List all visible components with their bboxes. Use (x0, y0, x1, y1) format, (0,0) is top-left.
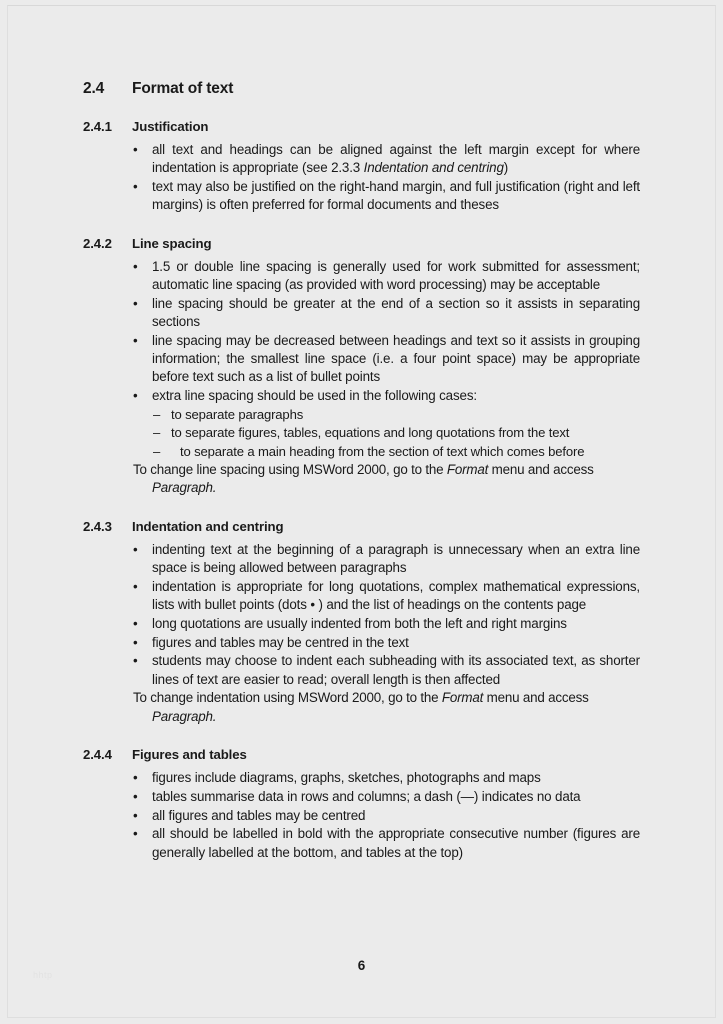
list-item-text: long quotations are usually indented from both the left and right margins (152, 615, 567, 631)
page-number: 6 (357, 958, 366, 973)
list-item (83, 387, 640, 405)
list-item-text: line spacing may be decreased between headings and text so it assists in grouping information; the smallest line space (i.e. a four point space) may be appropriate before text such as a list of bullet points (152, 332, 640, 385)
list-item-text: indenting text at the beginning of a paragraph is unnecessary when an extra line space is being allowed between paragraphs (152, 541, 640, 575)
heading-2-4-3 (83, 519, 640, 534)
heading-title: Line spacing (132, 235, 212, 251)
list-item-text: line spacing should be greater at the end of a section so it assists in separating sections (152, 295, 640, 330)
note-text: To change line spacing using MSWord 2000, go to the (133, 461, 447, 477)
list-item-text: all figures and tables may be centred (152, 807, 366, 823)
heading-title: Format of text (132, 80, 234, 97)
heading-number: 2.4.3 (83, 518, 112, 534)
cross-reference-tail: ) (503, 160, 509, 176)
bullet-list-2-4-2 (83, 258, 640, 461)
list-item (83, 295, 640, 332)
bullet-list-2-4-4 (83, 769, 640, 862)
list-item-text: all text and headings can be aligned against the left margin except for where indentation is appropriate (see 2.3.3 (152, 142, 640, 176)
en-dash-icon: – (153, 443, 161, 459)
sub-list-item (83, 406, 640, 424)
cross-reference-title: Indentation and centring (363, 160, 504, 176)
list-item-text: tables summarise data in rows and columns; a dash (—) indicates no data (152, 788, 581, 804)
list-item (83, 634, 640, 652)
note-text-tail: menu and access (483, 690, 589, 706)
bullet-dot-icon: • (133, 826, 138, 842)
bullet-dot-icon: • (133, 578, 138, 594)
en-dash-icon: – (153, 407, 161, 423)
list-item-text: students may choose to indent each subheading with its associated text, as shorter lines of text are easier to read; overall length is then affected (152, 653, 640, 687)
list-item (83, 769, 640, 787)
note-text-tail: menu and access (488, 461, 594, 477)
menu-name-paragraph: Paragraph. (152, 480, 217, 496)
note-indentation (83, 689, 640, 726)
bullet-dot-icon: • (133, 770, 138, 786)
list-item (83, 807, 640, 825)
section-2-4-1 (83, 119, 640, 215)
list-item (83, 825, 640, 862)
list-item (83, 541, 640, 578)
list-item-text: figures and tables may be centred in the text (152, 634, 409, 650)
list-item (83, 258, 640, 295)
list-item (83, 332, 640, 387)
list-item-text: all should be labelled in bold with the appropriate consecutive number (figures are generally labelled at the bottom, and tables at the top) (152, 826, 640, 860)
heading-title: Figures and tables (132, 747, 247, 763)
list-item-text: figures include diagrams, graphs, sketches, photographs and maps (152, 770, 541, 786)
list-item-text: text may also be justified on the right-hand margin, and full justification (right and left margins) is often preferred for formal documents and theses (152, 179, 640, 213)
heading-2-4-2 (83, 236, 640, 251)
watermark-mark: hhtp (33, 970, 53, 980)
menu-name-paragraph: Paragraph. (152, 708, 217, 724)
section-2-4-4 (83, 747, 640, 862)
bullet-dot-icon: • (133, 541, 138, 557)
heading-number: 2.4.4 (83, 747, 112, 763)
bullet-list-2-4-1 (83, 141, 640, 215)
list-item (83, 141, 640, 178)
heading-title: Indentation and centring (132, 518, 284, 534)
bullet-dot-icon: • (133, 615, 138, 631)
list-item (83, 652, 640, 689)
bullet-dot-icon: • (133, 179, 138, 195)
list-item (83, 788, 640, 806)
list-item-text: indentation is appropriate for long quotations, complex mathematical expressions, lists with bullet points (dots • ) and the list of headings on the contents page (152, 578, 640, 612)
sub-list-item-text: to separate paragraphs (171, 407, 304, 423)
heading-title: Justification (132, 119, 209, 134)
list-item (83, 615, 640, 633)
heading-2-4-4 (83, 747, 640, 762)
section-2-4-3 (83, 519, 640, 726)
list-item (83, 178, 640, 215)
bullet-dot-icon: • (133, 258, 138, 274)
bullet-dot-icon: • (133, 388, 138, 404)
list-item-text: 1.5 or double line spacing is generally used for work submitted for assessment; automatic line spacing (as provided with word processing) may be acceptable (152, 258, 640, 292)
menu-name-format: Format (446, 461, 489, 477)
heading-2-4 (83, 80, 640, 98)
bullet-dot-icon: • (133, 788, 138, 804)
section-2-4-2 (83, 236, 640, 498)
bullet-dot-icon: • (133, 653, 138, 669)
heading-2-4-1 (83, 119, 640, 134)
sub-list-item-text: to separate a main heading from the section of text which comes before (180, 443, 585, 459)
sub-list-item (83, 443, 640, 461)
sub-list-item (83, 424, 640, 442)
en-dash-icon: – (153, 425, 161, 441)
bullet-dot-icon: • (133, 332, 138, 348)
page-content (83, 80, 640, 863)
bullet-dot-icon: • (133, 142, 138, 157)
note-line-spacing (83, 461, 640, 498)
heading-number: 2.4.1 (83, 119, 112, 134)
bullet-dot-icon: • (133, 295, 138, 311)
bullet-dot-icon: • (133, 807, 138, 823)
bullet-dot-icon: • (133, 634, 138, 650)
list-item (83, 578, 640, 615)
note-text: To change indentation using MSWord 2000, go to the (133, 690, 442, 706)
bullet-list-2-4-3 (83, 541, 640, 689)
sub-list-item-text: to separate figures, tables, equations and long quotations from the text (171, 425, 570, 441)
heading-number: 2.4.2 (83, 235, 112, 251)
list-item-text: extra line spacing should be used in the following cases: (152, 388, 477, 404)
menu-name-format: Format (441, 690, 484, 706)
heading-number: 2.4 (83, 80, 105, 97)
